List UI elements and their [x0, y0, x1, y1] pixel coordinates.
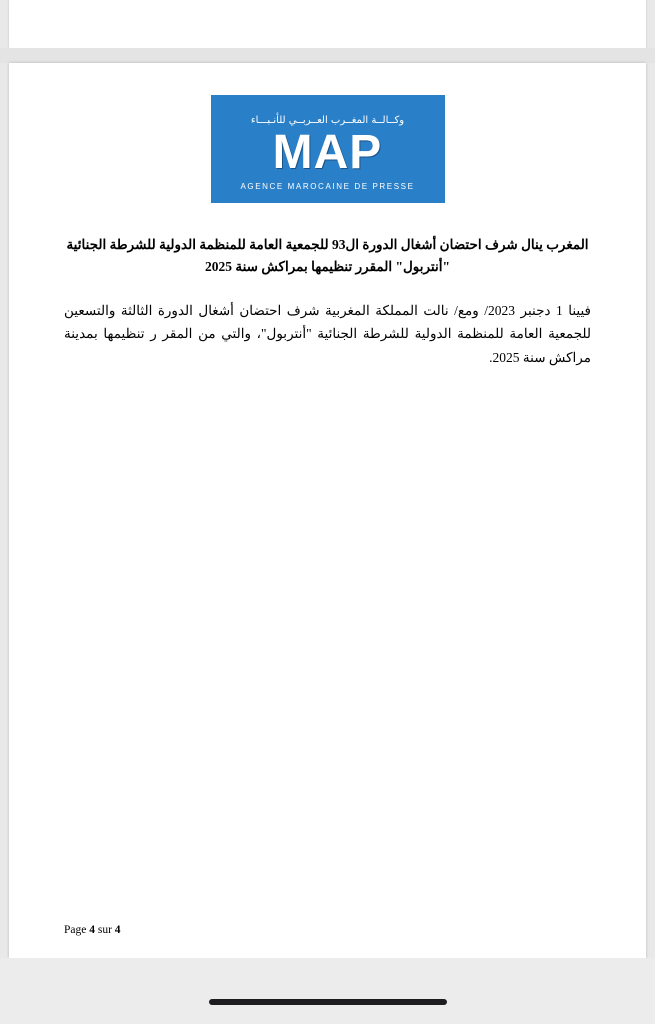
bottom-bar	[0, 958, 655, 1024]
footer-page-label: Page	[64, 924, 87, 936]
logo-subtitle: AGENCE MAROCAINE DE PRESSE	[240, 182, 415, 191]
map-logo	[211, 95, 445, 203]
document-page[interactable]	[9, 63, 646, 958]
logo-container	[64, 95, 591, 208]
home-indicator[interactable]	[209, 999, 447, 1005]
page-footer	[64, 924, 591, 936]
previous-page-sliver	[9, 0, 646, 48]
footer-separator: sur	[97, 924, 112, 936]
article-paragraph: فيينا 1 دجنبر 2023/ ومع/ نالت المملكة المغربية شرف احتضان أشغال الدورة الثالثة والتسعين للجمعية العامة للمنظمة الدولية للشرطة الجنائية "أنتربول"، والتي من المقر ر تنظيمها بمدينة مراكش سنة 2025.	[64, 302, 592, 365]
page-separator	[0, 48, 655, 63]
page-content	[9, 63, 646, 958]
logo-wordmark: MAP	[272, 126, 383, 179]
footer-current-page: 4	[89, 924, 95, 936]
article-headline: المغرب ينال شرف احتضان أشغال الدورة ال93 للجمعية العامة للمنظمة الدولية للشرطة الجنائية "أنتربول" المقرر تنظيمها بمراكش سنة 2025	[66, 237, 589, 275]
logo-arabic-text: وكــالــة المغــرب العــربــي للأنـبـــاء	[250, 115, 405, 126]
footer-total-pages: 4	[114, 924, 121, 936]
